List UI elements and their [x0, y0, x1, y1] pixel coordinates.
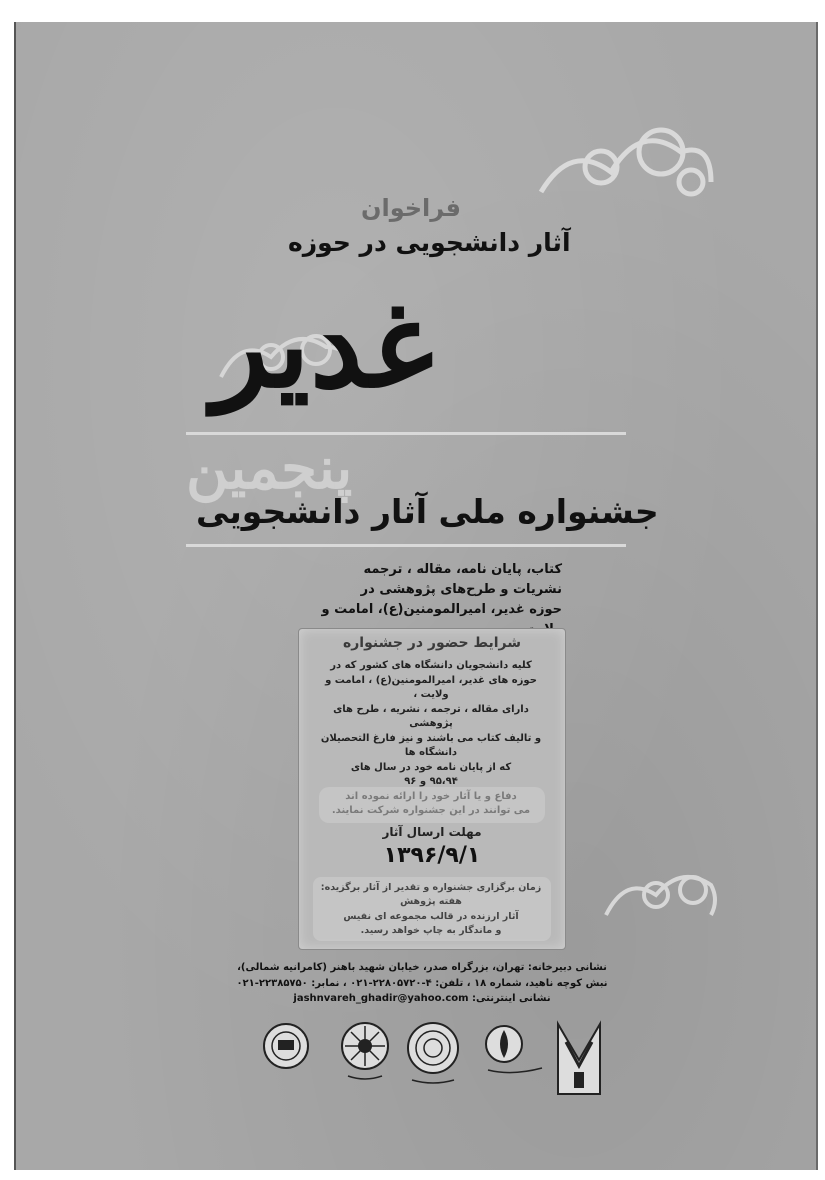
- email-line: [222, 991, 622, 1007]
- conditions-title: شرایط حضور در جشنواره: [342, 635, 522, 651]
- address-line: نبش کوچه ناهید، شماره ۱۸ ، تلفن: ۴-۲۲۸۰۵۷۲۰-۰۲۱ ، نمابر: ۲۲۳۸۵۷۵۰-۰۲۱: [236, 977, 608, 989]
- divider-band-bottom: [186, 544, 626, 547]
- ghadir-title: غدیر: [212, 275, 434, 414]
- deadline-date: ۱۳۹۶/۹/۱: [383, 843, 481, 868]
- condition-line: دارای مقاله ، ترجمه ، نشریه ، طرح های پژوهشی: [333, 703, 529, 729]
- notes-text: [313, 881, 549, 938]
- jihad-emblem-icon: [260, 1020, 312, 1076]
- university-emblem-icon: [554, 1020, 604, 1096]
- contact-info: [222, 960, 622, 1007]
- sunburst-emblem-icon: [338, 1020, 392, 1084]
- condition-line: ۹۵،۹۴ و ۹۶: [404, 776, 458, 787]
- condition-line: کلیه دانشجویان دانشگاه های کشور که در: [330, 660, 532, 671]
- email-address[interactable]: jashnvareh_ghadir@yahoo.com: [293, 993, 469, 1004]
- deadline-label: مهلت ارسال آثار: [382, 825, 482, 839]
- note-line: هفته پژوهش: [400, 896, 462, 908]
- rosette-emblem-icon: [404, 1020, 462, 1086]
- address-line: نشانی دبیرخانه: تهران، بزرگراه صدر، خیابان شهید باهنر (کامرانیه شمالی)،: [237, 962, 607, 973]
- condition-line: و تالیف کتاب می باشند و نیز فارغ التحصیلان دانشگاه ها: [320, 732, 542, 758]
- sponsor-logos: [260, 1020, 600, 1100]
- topic-line: نشریات و طرح‌های پژوهشی در: [360, 582, 562, 598]
- note-line: آثار ارزنده در قالب مجموعه ای نفیس: [343, 910, 519, 922]
- fifth-title: پنجمین: [186, 434, 353, 502]
- iran-emblem-icon: [482, 1020, 544, 1080]
- festival-title: جشنواره ملی آثار دانشجویی: [196, 492, 659, 531]
- faded-watermark-area: [319, 787, 545, 823]
- topic-line: حوزه غدیر، امیرالمومنین(ع)، امامت و: [321, 602, 562, 618]
- poster-page: [14, 22, 818, 1170]
- works-heading: آثار دانشجویی در حوزه: [288, 228, 571, 257]
- invite-heading: فراخوان: [361, 194, 461, 222]
- note-line: و ماندگار به چاپ خواهد رسید.: [360, 924, 502, 936]
- cloud-ornament-top-right: [531, 112, 721, 222]
- condition-line: حوزه های غدیر، امیرالمومنین(ع) ، امامت و ولایت ،: [325, 674, 537, 700]
- conditions-box: [298, 628, 566, 950]
- topic-line: کتاب، پایان نامه، مقاله ، ترجمه: [363, 562, 562, 577]
- note-line: زمان برگزاری جشنواره و تقدیر از آثار برگزیده:: [320, 882, 542, 893]
- email-label: نشانی اینترنتی:: [472, 993, 551, 1004]
- condition-line: که از پایان نامه خود در سال های: [350, 761, 512, 773]
- cloud-ornament-bottom-right: [601, 860, 721, 930]
